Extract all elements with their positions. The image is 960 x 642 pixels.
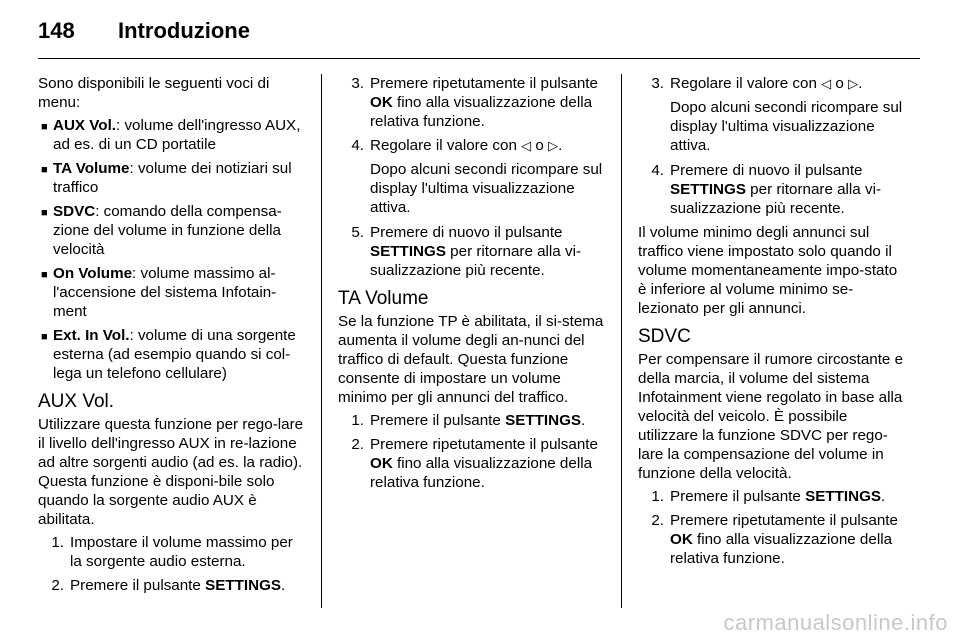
step-note: Dopo alcuni secondi ricompare sul display l'ultima visualizzazione attiva. (370, 161, 603, 216)
page-title: Introduzione (118, 18, 250, 43)
page-header (38, 18, 920, 58)
step-item (338, 74, 606, 131)
step-number: 4. (651, 162, 664, 179)
step-text: Premere il pulsante (670, 488, 806, 505)
bullet-text: : volume di una sorgente esterna (ad esempio quando si col-lega un telefono cellulare) (53, 327, 296, 382)
step-item (338, 435, 606, 492)
column-divider (321, 74, 322, 608)
list-item (38, 202, 306, 259)
column-1 (38, 74, 306, 600)
button-name: SETTINGS (505, 412, 582, 429)
step-text-end: fino alla visualizzazione della relativa funzione. (370, 455, 593, 491)
step-text-end: . (581, 412, 586, 429)
triangle-right-icon: ▷ (548, 138, 559, 153)
list-item (38, 264, 306, 321)
column-divider (621, 74, 622, 608)
step-item (338, 136, 606, 155)
step-text-end: . (881, 488, 886, 505)
step-item (38, 533, 306, 571)
step-text-end: fino alla visualizzazione della relativa funzione. (670, 531, 893, 567)
step-number: 1. (351, 412, 364, 429)
min-volume-paragraph: Il volume minimo degli annunci sul traffico viene impostato solo quando il volume momentaneamente impo-stato è inferiore al volume minimo se-lezionato per gli annunci. (638, 224, 898, 317)
step-item (638, 74, 906, 93)
bullet-icon: ■ (41, 207, 48, 219)
step-item (38, 576, 306, 595)
bullet-text: : volume dei notiziari sul traffico (53, 160, 292, 196)
step-item (338, 223, 606, 280)
step-text-end: . (858, 75, 863, 92)
section-heading-sdvc: SDVC (638, 326, 691, 347)
section-heading-ta: TA Volume (338, 288, 429, 309)
step-text-end: fino alla visualizzazione della relativa funzione. (370, 94, 593, 130)
list-item (38, 116, 306, 154)
button-name: OK (370, 455, 393, 472)
button-name: SETTINGS (370, 243, 446, 260)
list-item (38, 159, 306, 197)
aux-paragraph: Utilizzare questa funzione per rego-lare il livello dell'ingresso AUX in re-lazione ad altre sorgenti audio (ad es. la radio). Questa funzione è disponi-bile solo quando la sorgente audio AUX è abilitata. (38, 416, 304, 528)
column-3 (638, 74, 906, 573)
bullet-icon: ■ (41, 269, 48, 281)
bullet-term: SDVC (53, 203, 96, 220)
button-name: SETTINGS (205, 577, 282, 594)
bullet-term: On Volume (53, 265, 133, 282)
bullet-text: : volume dell'ingresso AUX, ad es. di un CD portatile (53, 117, 301, 153)
list-item (38, 326, 306, 383)
step-text: Regolare il valore con (670, 75, 817, 92)
step-item (638, 161, 906, 218)
or-word: o (835, 75, 844, 92)
page-number: 148 (38, 18, 75, 43)
step-number: 1. (51, 534, 64, 551)
header-rule (38, 58, 920, 59)
sdvc-paragraph: Per compensare il rumore circostante e della marcia, il volume del sistema Infotainment viene regolato in base alla velocità del veicolo. È possibile utilizzare la funzione SDVC per rego-lare la compensazione del volume in funzione della velocità. (638, 351, 904, 482)
intro-text: Sono disponibili le seguenti voci di menu: (38, 75, 270, 111)
button-name: SETTINGS (670, 181, 746, 198)
step-text: Premere di nuovo il pulsante (370, 224, 563, 241)
button-name: OK (370, 94, 393, 111)
bullet-icon: ■ (41, 121, 48, 133)
button-name: SETTINGS (805, 488, 882, 505)
step-text: Regolare il valore con (370, 137, 517, 154)
triangle-left-icon: ◁ (821, 76, 832, 91)
button-name: OK (670, 531, 693, 548)
step-number: 2. (351, 436, 364, 453)
step-text-end: . (281, 577, 286, 594)
bullet-text: : volume massimo al-l'accensione del sistema Infotain-ment (53, 265, 277, 320)
step-note: Dopo alcuni secondi ricompare sul display l'ultima visualizzazione attiva. (670, 99, 903, 154)
step-number: 5. (351, 224, 364, 241)
bullet-icon: ■ (41, 164, 48, 176)
section-heading-aux: AUX Vol. (38, 391, 115, 412)
step-text-end: per ritornare alla vi-sualizzazione più recente. (370, 243, 582, 279)
step-text-end: per ritornare alla vi-sualizzazione più recente. (670, 181, 882, 217)
step-text: Premere ripetutamente il pulsante (370, 436, 598, 453)
bullet-text: : comando della compensa-zione del volume in funzione della velocità (53, 203, 282, 258)
step-text: Premere ripetutamente il pulsante (370, 75, 598, 92)
step-number: 3. (651, 75, 664, 92)
or-word: o (535, 137, 544, 154)
bullet-term: TA Volume (53, 160, 130, 177)
step-text-end: . (558, 137, 563, 154)
step-number: 2. (651, 512, 664, 529)
triangle-right-icon: ▷ (848, 76, 859, 91)
step-text: Impostare il volume massimo per la sorgente audio esterna. (70, 534, 293, 570)
step-text: Premere il pulsante (70, 577, 206, 594)
step-item (638, 487, 906, 506)
step-text: Premere di nuovo il pulsante (670, 162, 863, 179)
step-text: Premere ripetutamente il pulsante (670, 512, 898, 529)
step-number: 2. (51, 577, 64, 594)
ta-paragraph: Se la funzione TP è abilitata, il si-stema aumenta il volume degli an-nunci del traffico di default. Questa funzione consente di impostare un volume minimo per gli annunci del traffico. (338, 313, 604, 406)
bullet-icon: ■ (41, 331, 48, 343)
bullet-term: AUX Vol. (53, 117, 117, 134)
bullet-term: Ext. In Vol. (53, 327, 130, 344)
step-number: 1. (651, 488, 664, 505)
column-2 (338, 74, 606, 497)
step-number: 3. (351, 75, 364, 92)
watermark: carmanualsonline.info (723, 610, 948, 635)
triangle-left-icon: ◁ (521, 138, 532, 153)
step-item (638, 511, 906, 568)
step-text: Premere il pulsante (370, 412, 506, 429)
step-item (338, 411, 606, 430)
step-number: 4. (351, 137, 364, 154)
